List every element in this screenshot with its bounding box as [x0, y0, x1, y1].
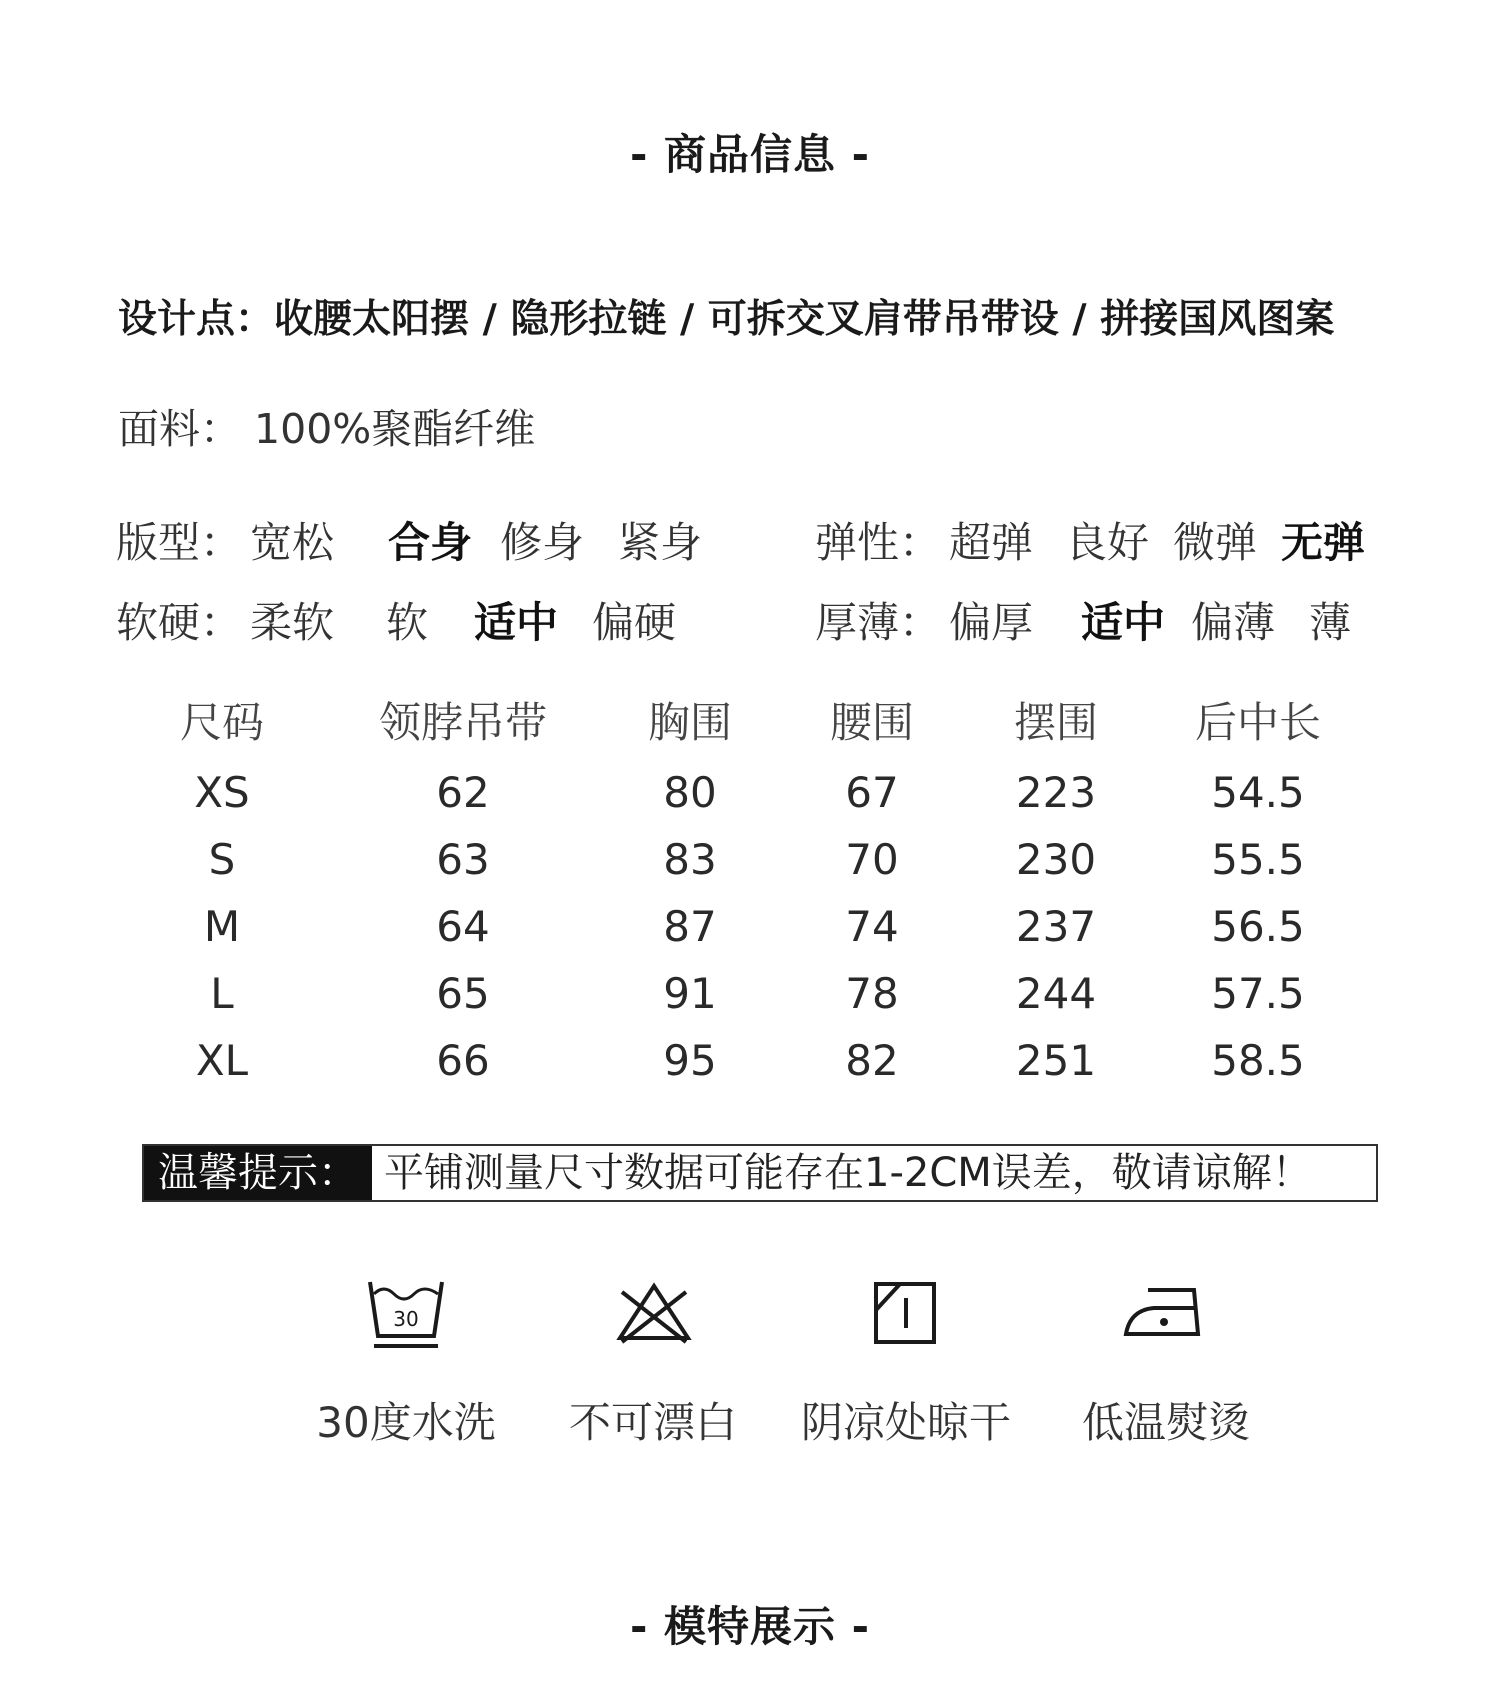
attr-softness [116, 590, 676, 650]
attr-label: 弹性： [815, 518, 942, 567]
table-cell: 83 [663, 835, 717, 884]
table-cell: XS [194, 768, 250, 817]
table-cell: 54.5 [1211, 768, 1305, 817]
attr-option: 软 [386, 598, 429, 647]
table-cell: 62 [436, 768, 490, 817]
attr-option: 偏薄 [1191, 598, 1276, 647]
attr-option: 偏厚 [949, 598, 1034, 647]
attr-option: 修身 [500, 518, 585, 567]
attr-label: 版型： [116, 518, 243, 567]
table-cell: 63 [436, 835, 490, 884]
table-header-cell: 腰围 [829, 698, 914, 747]
table-cell: 91 [663, 969, 717, 1018]
attr-option: 宽松 [250, 518, 335, 567]
table-header-cell: 后中长 [1194, 698, 1321, 747]
tip-box [142, 1144, 1378, 1202]
table-cell: 74 [845, 902, 899, 951]
attr-option: 超弹 [949, 518, 1034, 567]
table-cell: M [203, 902, 241, 951]
care-label-wash: 30度水洗 [316, 1398, 496, 1447]
wash-temperature-text: 30 [393, 1307, 419, 1331]
attr-option: 良好 [1065, 518, 1150, 567]
tip-text: 平铺测量尺寸数据可能存在1-2CM误差，敬请谅解！ [384, 1150, 1312, 1196]
table-cell: S [208, 835, 236, 884]
table-cell: 244 [1015, 969, 1097, 1018]
attr-option: 微弹 [1173, 518, 1258, 567]
table-cell: 67 [845, 768, 899, 817]
attr-option: 适中 [1081, 598, 1166, 647]
table-cell: 65 [436, 969, 490, 1018]
table-cell: 55.5 [1211, 835, 1305, 884]
attr-option: 薄 [1309, 598, 1352, 647]
attr-elasticity [815, 510, 1365, 570]
attr-option: 合身 [388, 518, 473, 567]
care-label-bleach: 不可漂白 [568, 1398, 737, 1447]
design-points: 设计点：收腰太阳摆 / 隐形拉链 / 可拆交叉肩带吊带设 / 拼接国风图案 [118, 297, 1335, 342]
section-title-model-show: - 模特展示 - [629, 1602, 871, 1651]
attr-label: 软硬： [116, 598, 243, 647]
section-title-product-info: - 商品信息 - [629, 130, 871, 179]
care-label-iron: 低温熨烫 [1081, 1398, 1250, 1447]
table-cell: L [210, 969, 234, 1018]
no-bleach-icon [612, 1276, 696, 1352]
attr-thickness [815, 590, 1351, 650]
attr-option: 适中 [474, 598, 559, 647]
table-header-cell: 胸围 [647, 698, 732, 747]
attr-label: 厚薄： [815, 598, 942, 647]
table-header-cell: 尺码 [179, 698, 264, 747]
attr-option: 紧身 [618, 518, 703, 567]
table-cell: 230 [1015, 835, 1097, 884]
table-cell: 57.5 [1211, 969, 1305, 1018]
fabric-info: 面料： 100%聚酯纤维 [118, 405, 536, 453]
table-cell: 223 [1015, 768, 1097, 817]
wash-30-icon [366, 1276, 446, 1352]
table-cell: XL [195, 1036, 249, 1085]
table-cell: 237 [1015, 902, 1097, 951]
table-header-cell: 领脖吊带 [378, 698, 547, 747]
care-label-dry: 阴凉处晾干 [800, 1398, 1011, 1447]
table-cell: 251 [1015, 1036, 1097, 1085]
table-cell: 64 [436, 902, 490, 951]
attr-option: 柔软 [250, 598, 335, 647]
table-cell: 78 [845, 969, 899, 1018]
attr-fit [116, 510, 702, 570]
table-cell: 80 [663, 768, 717, 817]
table-cell: 70 [845, 835, 899, 884]
table-cell: 56.5 [1211, 902, 1305, 951]
table-cell: 58.5 [1211, 1036, 1305, 1085]
table-cell: 66 [436, 1036, 490, 1085]
dry-shade-icon [870, 1276, 940, 1352]
table-cell: 87 [663, 902, 717, 951]
attr-option: 无弹 [1281, 518, 1366, 567]
table-cell: 82 [845, 1036, 899, 1085]
tip-label: 温馨提示： [144, 1146, 372, 1200]
attr-option: 偏硬 [592, 598, 677, 647]
iron-low-icon [1120, 1276, 1206, 1352]
table-header-cell: 摆围 [1013, 698, 1098, 747]
table-cell: 95 [663, 1036, 717, 1085]
